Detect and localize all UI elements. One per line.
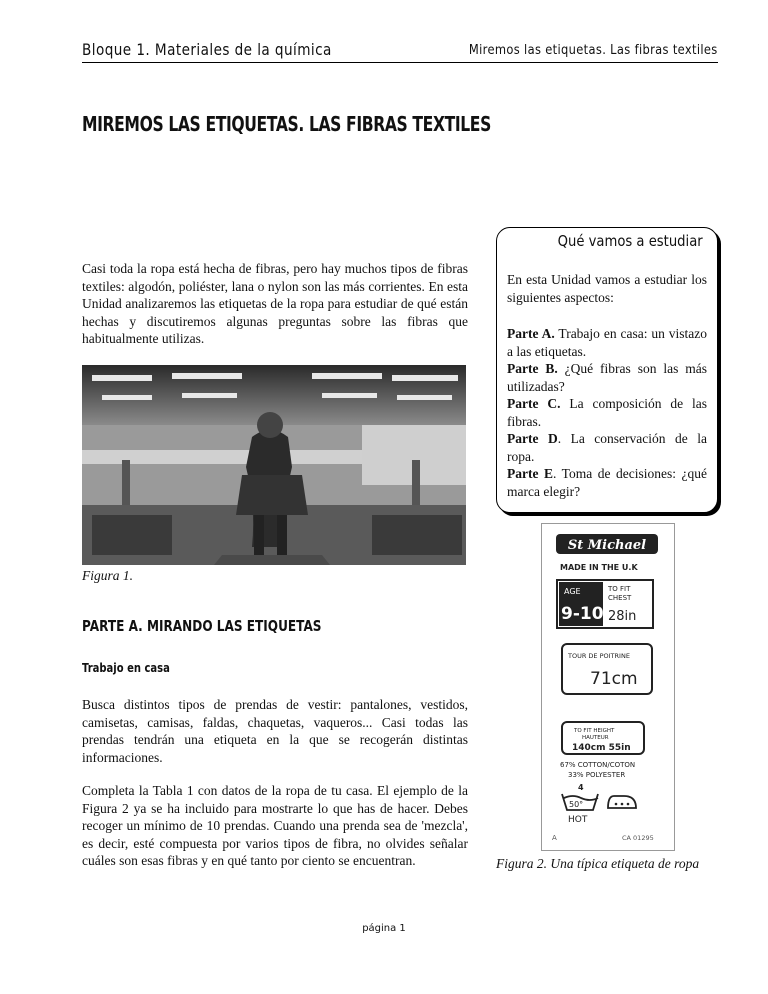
- label-tour-value: 71cm: [590, 669, 638, 689]
- section-paragraph-2: Completa la Tabla 1 con datos de la ropa de tu casa. El ejemplo de la Figura 2 ya se ha incluido para mostrarte lo que has de hacer. Debes recoger un mínimo de 10 prendas. Cuando una prenda sea de 'mezcla', es decir, esté compuesta por varios tipos de fibra, no olvides señalar cuáles son esas fibras y en qué tanto por ciento se encuentran.: [82, 783, 468, 868]
- topic-text: Trabajo en casa: un vistazo a las etiquetas.: [507, 326, 707, 359]
- label-tour: TOUR DE POITRINE: [568, 652, 630, 660]
- study-topics-intro: En esta Unidad vamos a estudiar los siguientes aspectos:: [507, 272, 707, 305]
- topic-item: [507, 360, 707, 395]
- label-wash-number: 4: [578, 783, 584, 792]
- label-age-value: 9-10: [561, 604, 604, 624]
- header-block-title: Bloque 1. Materiales de la química: [82, 40, 332, 59]
- topic-text: La composición de las fibras.: [507, 396, 708, 429]
- topic-text: ¿Qué fibras son las más utilizadas?: [507, 361, 708, 394]
- clothing-label-figure: [541, 523, 675, 851]
- label-to-fit: TO FIT: [608, 585, 631, 593]
- figure-1-photo: [82, 365, 466, 565]
- label-chest-value: 28in: [608, 609, 637, 624]
- label-hot: HOT: [568, 815, 588, 825]
- label-chest: CHEST: [608, 594, 632, 602]
- running-header: [82, 40, 718, 63]
- topic-item: [507, 395, 707, 430]
- topic-label: Parte D: [507, 431, 558, 446]
- store-scene-image: [82, 365, 466, 565]
- page-title: MIREMOS LAS ETIQUETAS. LAS FIBRAS TEXTILES: [82, 112, 491, 136]
- label-code-right: CA 01295: [622, 834, 654, 842]
- page-number: página 1: [362, 923, 406, 934]
- topic-item: [507, 325, 707, 360]
- iron-icon: [608, 796, 636, 808]
- study-topics-box: [496, 227, 718, 513]
- label-height-label: TO FIT HEIGHT: [574, 728, 615, 734]
- study-topics-list: [507, 325, 707, 500]
- topic-text: . La conservación de la ropa.: [507, 431, 707, 464]
- label-brand: St Michael: [567, 538, 647, 553]
- header-unit-title: Miremos las etiquetas. Las fibras textiles: [469, 42, 718, 58]
- topic-label: Parte C.: [507, 396, 561, 411]
- topic-label: Parte B.: [507, 361, 558, 376]
- figure-1-caption: Figura 1.: [82, 568, 134, 583]
- label-composition-2: 33% POLYESTER: [568, 771, 626, 779]
- topic-item: [507, 430, 707, 465]
- topic-text: . Toma de decisiones: ¿qué marca elegir?: [507, 466, 708, 499]
- section-heading: PARTE A. MIRANDO LAS ETIQUETAS: [82, 617, 322, 635]
- label-hauteur: HAUTEUR: [582, 735, 609, 741]
- topic-label: Parte E: [507, 466, 554, 481]
- label-code-left: A: [552, 834, 557, 842]
- label-height-value: 140cm 55in: [572, 743, 631, 753]
- figure-2-caption: Figura 2. Una típica etiqueta de ropa: [496, 856, 700, 871]
- label-age-label: AGE: [564, 587, 581, 596]
- section-paragraph-1: Busca distintos tipos de prendas de vestir: pantalones, vestidos, camisetas, camisas, faldas, chaquetas, vaqueros... Casi todas las prendas tendrán una etiqueta en la que se recogerán distintas informaciones.: [82, 697, 468, 765]
- clothing-label-drawing: [542, 524, 674, 850]
- intro-paragraph: Casi toda la ropa está hecha de fibras, pero hay muchos tipos de fibras textiles: algodón, poliéster, lana o nylon son las más corrientes. En esta Unidad analizaremos las etiquetas de la ropa para estudiar de qué están hechas y discutiremos algunas preguntas sobre las fibras que habitualmente utilizas.: [82, 261, 468, 346]
- section-subheading: Trabajo en casa: [82, 660, 170, 675]
- study-topics-title: Qué vamos a estudiar: [557, 232, 703, 250]
- topic-label: Parte A.: [507, 326, 555, 341]
- label-wash-temp: 50°: [569, 800, 584, 809]
- label-composition-1: 67% COTTON/COTON: [560, 761, 636, 769]
- topic-item: [507, 465, 707, 500]
- label-made-in: MADE IN THE U.K: [560, 563, 638, 572]
